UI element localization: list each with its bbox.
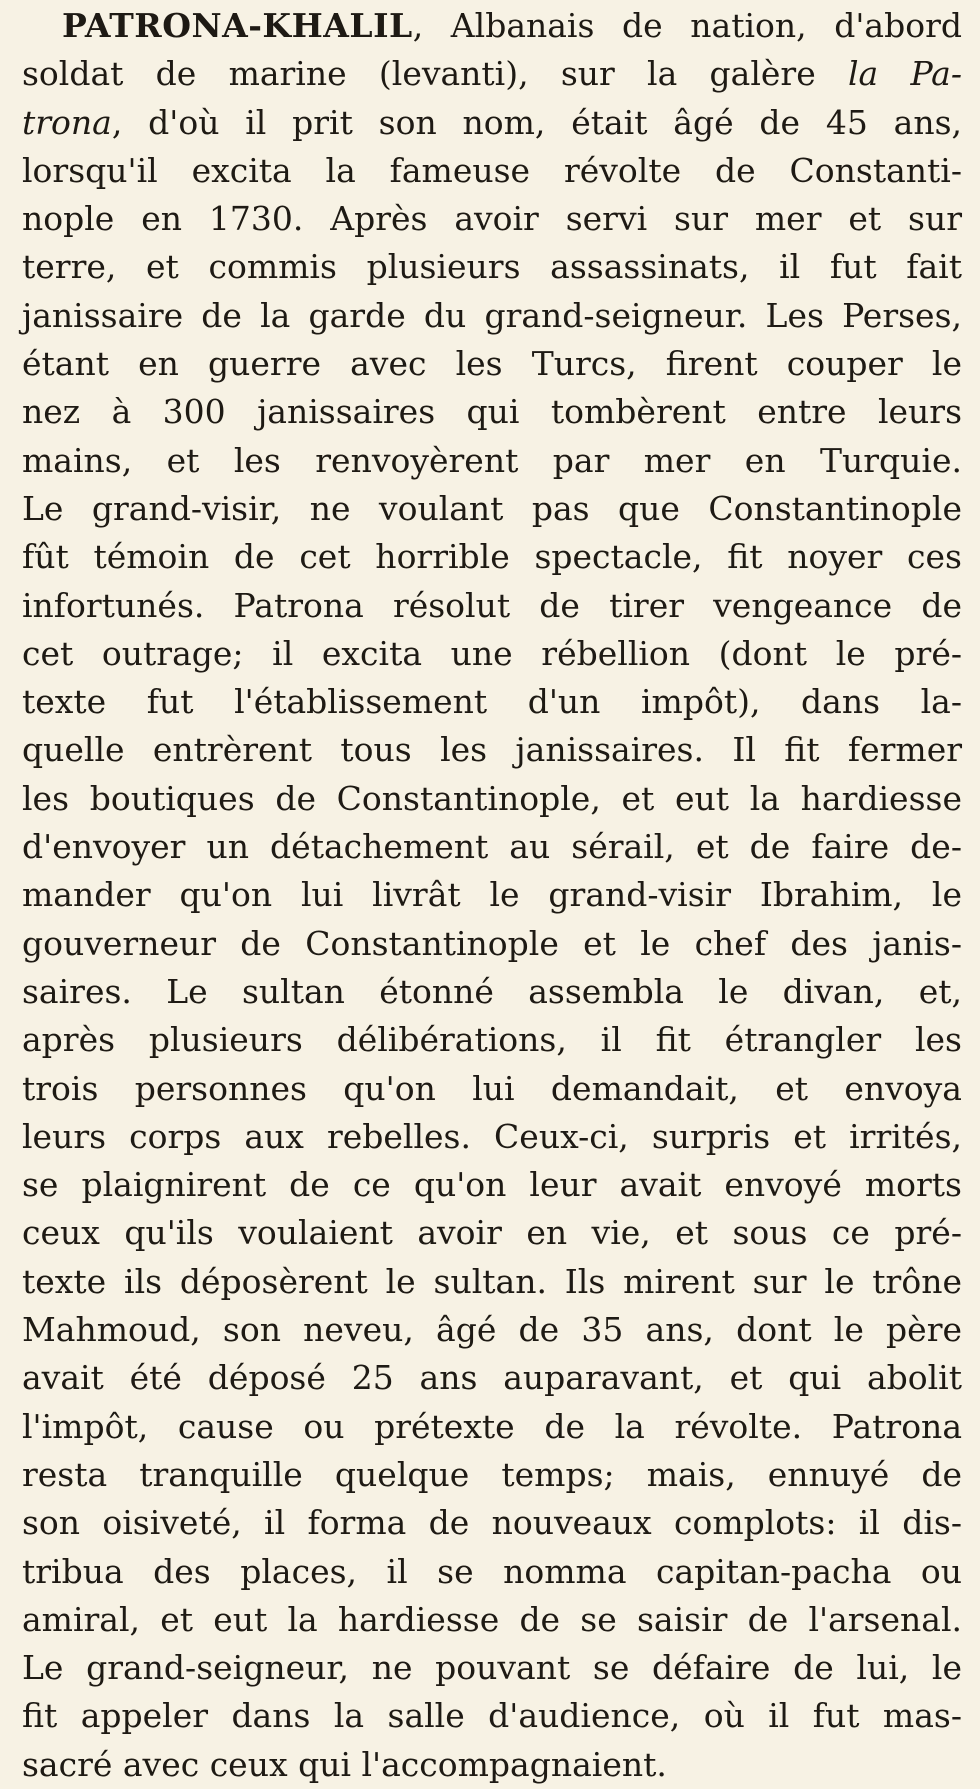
text-line-3 (22, 99, 962, 147)
text-line-31: resta tranquille quelque temps; mais, ennuyé de (22, 1454, 962, 1494)
text-line-9: nez à 300 janissaires qui tombèrent entre leurs (22, 392, 962, 432)
ship-name-italic-2: trona (22, 102, 112, 142)
text-line-26: ceux qu'ils voulaient avoir en vie, et sous ce pré- (22, 1213, 962, 1253)
text-line-30: l'impôt, cause ou prétexte de la révolte. Patrona (22, 1406, 962, 1446)
text-line-27: texte ils déposèrent le sultan. Ils mirent sur le trône (22, 1261, 962, 1301)
article-body (22, 0, 962, 1789)
headword: PATRONA-KHALIL (62, 6, 413, 45)
line-1-text: , Albanais de nation, d'abord (412, 6, 962, 45)
text-line-18: d'envoyer un détachement au sérail, et de faire de- (22, 827, 962, 867)
text-line-21: saires. Le sultan étonné assembla le divan, et, (22, 971, 962, 1011)
text-line-2 (22, 50, 962, 98)
text-line-19: mander qu'on lui livrât le grand-visir Ibrahim, le (22, 875, 962, 915)
text-line-24: leurs corps aux rebelles. Ceux-ci, surpris et irrités, (22, 1116, 962, 1156)
text-line-11: Le grand-visir, ne voulant pas que Constantinople (22, 488, 962, 528)
line-2-text: soldat de marine (levanti), sur la galère (22, 54, 848, 94)
text-line-25: se plaignirent de ce qu'on leur avait envoyé morts (22, 1165, 962, 1205)
text-line-14: cet outrage; il excita une rébellion (dont le pré- (22, 633, 962, 673)
text-line-33: tribua des places, il se nomma capitan-pacha ou (22, 1551, 962, 1591)
text-line-1 (22, 2, 962, 50)
text-line-8: étant en guerre avec les Turcs, firent couper le (22, 344, 962, 384)
text-line-7: janissaire de la garde du grand-seigneur. Les Perses, (22, 295, 962, 335)
text-line-32: son oisiveté, il forma de nouveaux complots: il dis- (22, 1503, 962, 1543)
text-line-23: trois personnes qu'on lui demandait, et envoya (22, 1068, 962, 1108)
text-line-37: sacré avec ceux qui l'accompagnaient. (22, 1744, 667, 1784)
text-line-28: Mahmoud, son neveu, âgé de 35 ans, dont le père (22, 1310, 962, 1350)
text-line-5: nople en 1730. Après avoir servi sur mer et sur (22, 199, 962, 239)
text-line-20: gouverneur de Constantinople et le chef des janis- (22, 923, 962, 963)
text-line-12: fût témoin de cet horrible spectacle, fit noyer ces (22, 537, 962, 577)
text-line-34: amiral, et eut la hardiesse de se saisir de l'arsenal. (22, 1599, 962, 1639)
text-line-35: Le grand-seigneur, ne pouvant se défaire de lui, le (22, 1648, 962, 1688)
text-line-4: lorsqu'il excita la fameuse révolte de Constanti- (22, 150, 962, 190)
line-3-text: , d'où il prit son nom, était âgé de 45 ans, (111, 102, 962, 142)
text-line-13: infortunés. Patrona résolut de tirer vengeance de (22, 585, 962, 625)
text-line-16: quelle entrèrent tous les janissaires. Il fit fermer (22, 730, 962, 770)
text-line-29: avait été déposé 25 ans auparavant, et qui abolit (22, 1358, 962, 1398)
text-line-36: fit appeler dans la salle d'audience, où il fut mas- (22, 1696, 962, 1736)
text-line-15: texte fut l'établissement d'un impôt), dans la- (22, 682, 962, 722)
ship-name-italic-1: la Pa- (847, 54, 962, 94)
text-line-10: mains, et les renvoyèrent par mer en Turquie. (22, 440, 962, 480)
text-line-17: les boutiques de Constantinople, et eut la hardiesse (22, 778, 962, 818)
text-line-22: après plusieurs délibérations, il fit étrangler les (22, 1020, 962, 1060)
text-line-6: terre, et commis plusieurs assassinats, il fut fait (22, 247, 962, 287)
